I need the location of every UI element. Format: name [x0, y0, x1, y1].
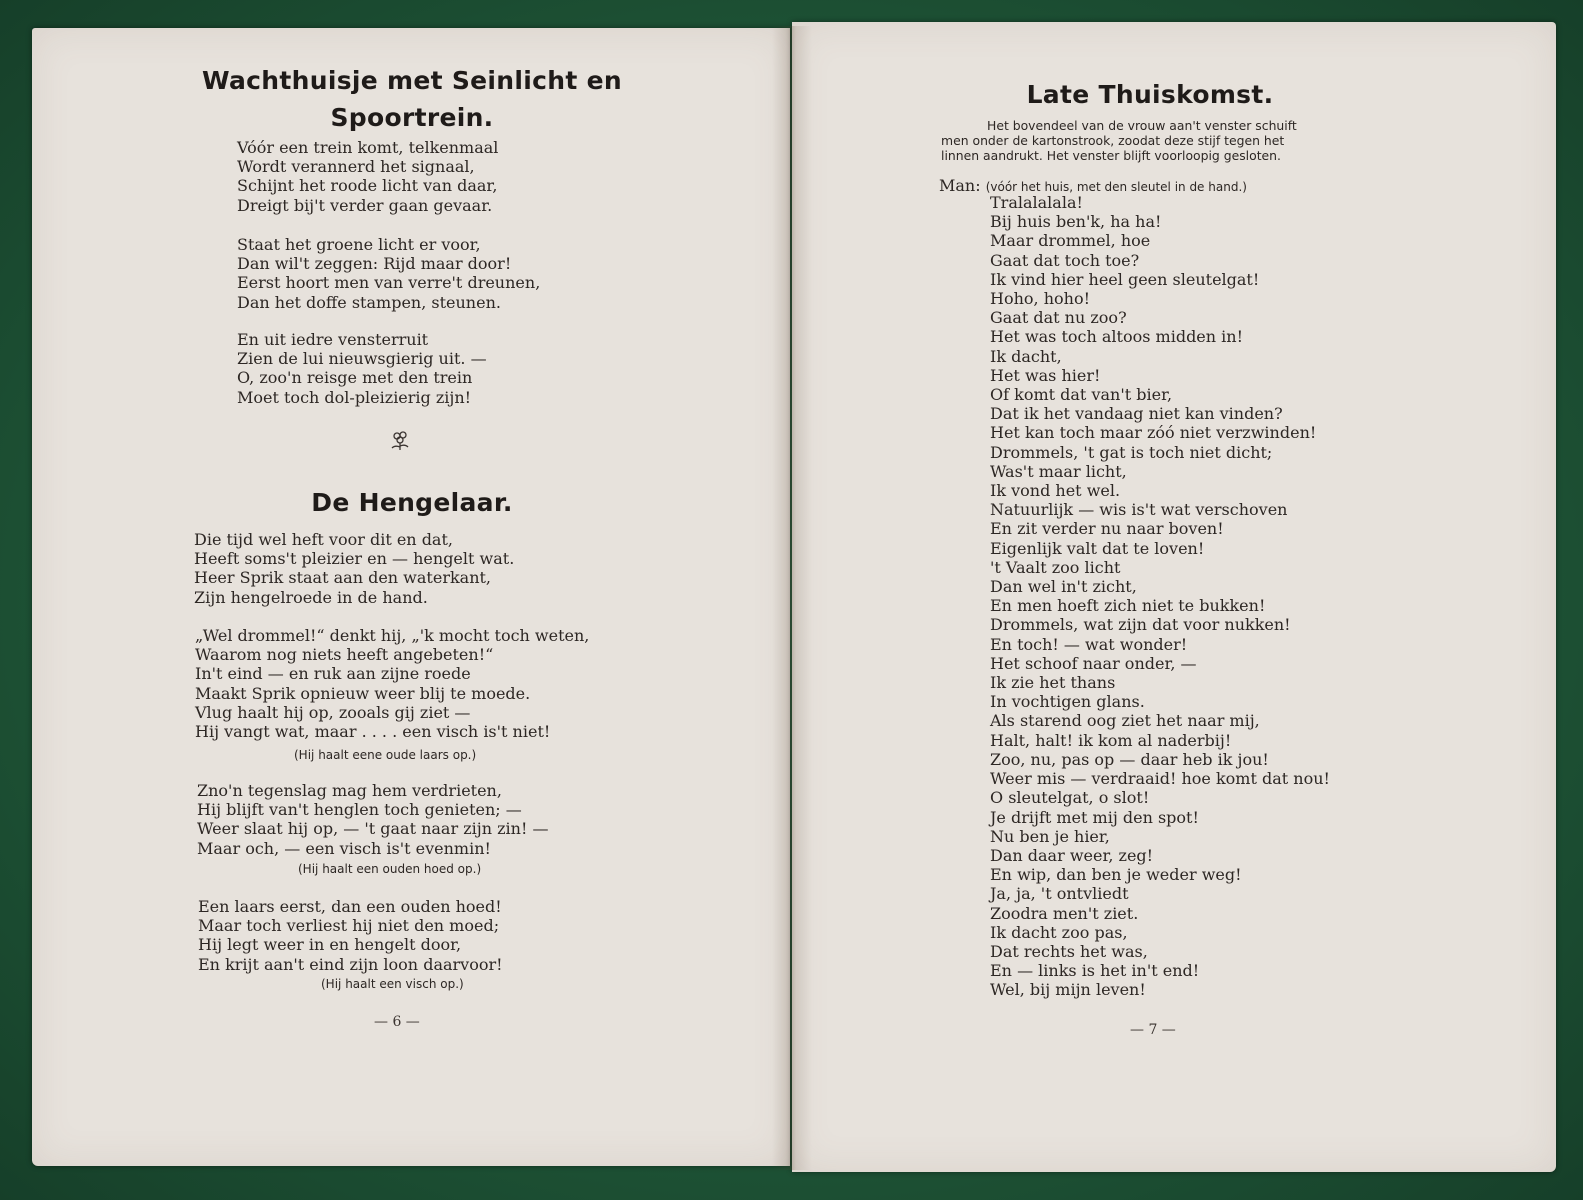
poem-line: Drommels, 't gat is toch niet dicht; — [990, 442, 1273, 462]
page-number: — 6 — — [374, 1014, 420, 1030]
poem-line: Maakt Sprik opnieuw weer blij te moede. — [195, 683, 531, 703]
poem3-lines — [990, 193, 1330, 1000]
poem-line: Ik dacht zoo pas, — [990, 922, 1128, 942]
poem-line: In't eind — en ruk aan zijne roede — [195, 664, 471, 684]
poem2-title: De Hengelaar. — [311, 488, 513, 517]
poem-line: Of komt dat van't bier, — [990, 385, 1173, 405]
poem-line: Het kan toch maar zóó niet verzwinden! — [990, 423, 1317, 443]
poem-line: Ja, ja, 't ontvliedt — [990, 884, 1129, 904]
poem1-stanza-1 — [237, 138, 498, 215]
poem-line: In vochtigen glans. — [990, 692, 1145, 712]
poem-line: Nu ben je hier, — [990, 826, 1110, 846]
poem1-title-line1: Wachthuisje met Seinlicht en — [202, 66, 622, 95]
poem-line: Dan daar weer, zeg! — [990, 845, 1154, 865]
poem-line: „Wel drommel!“ denkt hij, „'k mocht toch weten, — [195, 626, 590, 645]
poem-line: Ik vond het wel. — [990, 481, 1121, 501]
poem-line: Hij blijft van't henglen toch genieten; — — [197, 800, 522, 820]
speaker-name: Man: — [939, 176, 981, 195]
poem-line: Drommels, wat zijn dat voor nukken! — [990, 615, 1291, 635]
poem-line: Zoodra men't ziet. — [990, 903, 1139, 923]
poem-line: Staat het groene licht er voor, — [237, 235, 481, 254]
poem-line: 't Vaalt zoo licht — [990, 557, 1121, 577]
poem-line: Waarom nog niets heeft angebeten!“ — [195, 645, 494, 665]
poem-line: Dan wel in't zicht, — [990, 577, 1137, 597]
poem-line: Zoo, nu, pas op — daar heb ik jou! — [990, 749, 1269, 769]
stage-direction: (Hij haalt een visch op.) — [321, 977, 464, 991]
poem-line: En — links is het in't end! — [990, 961, 1200, 981]
poem-line: Het schoof naar onder, — — [990, 653, 1197, 673]
poem2-stanza-2 — [195, 626, 589, 741]
poem-line: En toch! — wat wonder! — [990, 634, 1188, 654]
poem-line: Halt, halt! ik kom al naderbij! — [990, 730, 1232, 750]
poem-line: Was't maar licht, — [990, 461, 1127, 481]
poem-line: Maar och, — een visch is't evenmin! — [197, 838, 491, 858]
poem-line: Wel, bij mijn leven! — [990, 980, 1146, 1000]
stage-direction: (Hij haalt een ouden hoed op.) — [298, 862, 482, 876]
speaker-direction: (vóór het huis, met den sleutel in de hand.) — [985, 180, 1247, 194]
poem-line: Dreigt bij't verder gaan gevaar. — [237, 195, 493, 215]
poem-line: Het was toch altoos midden in! — [990, 327, 1244, 347]
intro-line: linnen aandrukt. Het venster blijft voorloopig gesloten. — [941, 148, 1281, 163]
page-number: — 7 — — [1130, 1022, 1176, 1038]
poem-line: Zien de lui nieuwsgierig uit. — — [237, 349, 487, 369]
poem1-stanza-3 — [237, 330, 487, 407]
poem-line: Zno'n tegenslag mag hem verdrieten, — [197, 781, 502, 800]
poem-line: Ik vind hier heel geen sleutelgat! — [990, 269, 1260, 289]
poem-line: Heer Sprik staat aan den waterkant, — [194, 568, 492, 588]
poem-line: En zit verder nu naar boven! — [990, 519, 1224, 539]
poem-line: Vlug haalt hij op, zooals gij ziet — — [195, 702, 471, 722]
poem-line: Maar toch verliest hij niet den moed; — [198, 916, 500, 936]
poem-line: Ik dacht, — [990, 346, 1062, 366]
poem-line: Het was hier! — [990, 365, 1101, 385]
poem-line: Hij vangt wat, maar . . . . een visch is't niet! — [195, 722, 551, 742]
poem-line: Maar drommel, hoe — [990, 231, 1151, 251]
poem-line: Tralalalala! — [990, 193, 1083, 212]
poem1-stanza-2 — [237, 235, 540, 312]
poem-line: Die tijd wel heft voor dit en dat, — [194, 530, 453, 549]
intro-line: men onder de kartonstrook, zoodat deze stijf tegen het — [941, 133, 1285, 148]
poem-line: En men hoeft zich niet te bukken! — [990, 596, 1266, 616]
left-page — [32, 28, 790, 1166]
poem-line: Dan wil't zeggen: Rijd maar door! — [237, 254, 512, 274]
poem-line: Schijnt het roode licht van daar, — [237, 176, 498, 196]
right-page — [792, 22, 1556, 1172]
stage-intro — [941, 118, 1353, 163]
poem-line: Weer mis — verdraaid! hoe komt dat nou! — [990, 769, 1330, 789]
poem-line: O sleutelgat, o slot! — [990, 788, 1150, 808]
poem-line: Je drijft met mij den spot! — [990, 807, 1199, 827]
intro-line: Het bovendeel van de vrouw aan't venster schuift — [987, 118, 1297, 133]
poem-line: Wordt verannerd het signaal, — [237, 157, 475, 177]
poem-line: Hoho, hoho! — [990, 289, 1090, 309]
poem-line: Dat ik het vandaag niet kan vinden? — [990, 404, 1283, 424]
poem-line: En uit iedre vensterruit — [237, 330, 429, 349]
poem2-stanza-3 — [197, 781, 548, 858]
poem-line: Hij legt weer in en hengelt door, — [198, 935, 462, 955]
poem-line: Een laars eerst, dan een ouden hoed! — [198, 897, 502, 916]
poem1-title — [182, 62, 642, 136]
poem-line: Vóór een trein komt, telkenmaal — [237, 138, 499, 157]
poem2-stanza-4 — [198, 897, 503, 974]
poem-line: Gaat dat toch toe? — [990, 250, 1140, 270]
poem-line: Bij huis ben'k, ha ha! — [990, 212, 1162, 232]
poem-line: Moet toch dol-pleizierig zijn! — [237, 387, 472, 407]
poem-line: Ik zie het thans — [990, 673, 1116, 693]
stage-direction: (Hij haalt eene oude laars op.) — [294, 748, 477, 762]
poem-line: En krijt aan't eind zijn loon daarvoor! — [198, 954, 503, 974]
poem-line: O, zoo'n reisge met den trein — [237, 368, 473, 388]
flower-icon — [388, 428, 414, 452]
poem-line: Zijn hengelroede in de hand. — [194, 587, 428, 607]
poem2-stanza-1 — [194, 530, 514, 607]
poem-line: Eigenlijk valt dat te loven! — [990, 538, 1205, 558]
poem-line: En wip, dan ben je weder weg! — [990, 865, 1242, 885]
poem-line: Heeft soms't pleizier en — hengelt wat. — [194, 549, 515, 569]
poem-line: Eerst hoort men van verre't dreunen, — [237, 273, 541, 293]
poem-line: Dan het doffe stampen, steunen. — [237, 292, 501, 312]
poem-line: Gaat dat nu zoo? — [990, 308, 1127, 328]
poem3-title: Late Thuiskomst. — [1026, 80, 1274, 109]
poem-line: Weer slaat hij op, — 't gaat naar zijn zin! — — [197, 819, 549, 839]
poem-line: Natuurlijk — wis is't wat verschoven — [990, 500, 1288, 520]
poem1-title-line2: Spoortrein. — [330, 103, 494, 132]
poem-line: Als starend oog ziet het naar mij, — [990, 711, 1260, 731]
poem-line: Dat rechts het was, — [990, 941, 1148, 961]
